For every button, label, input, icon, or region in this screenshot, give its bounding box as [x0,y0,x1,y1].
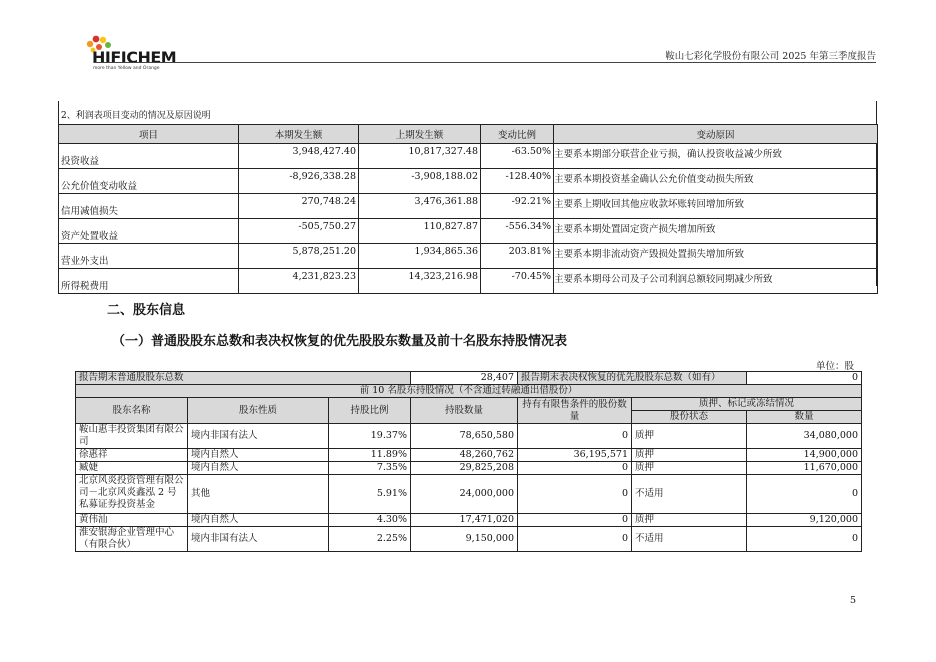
table-row [59,169,878,194]
hdr-ratio: 持股比例 [329,398,411,424]
shareholders-table [75,371,862,552]
cell-current: -8,926,338.28 [239,169,359,194]
cell-reason: 主要系本期非流动资产毁损处置损失增加所致 [554,244,878,269]
col-item: 项目 [59,125,239,144]
cell-change: 203.81% [481,244,554,269]
cell-nature: 境内自然人 [188,514,329,527]
col-change: 变动比例 [481,125,554,144]
cell-item: 营业外支出 [59,244,239,269]
table-row [59,194,878,219]
cell-pledged: 34,080,000 [747,424,862,449]
cell-qty: 17,471,020 [411,514,518,527]
cell-reason: 主要系上期收回其他应收款坏账转回增加所致 [554,194,878,219]
logo-wordmark: HIFICHEM [92,48,177,67]
cell-name: 黄伟汕 [76,514,188,527]
cell-nature: 境内自然人 [188,462,329,475]
cell-qty: 9,150,000 [411,527,518,552]
cell-qty: 78,650,580 [411,424,518,449]
cell-current: -505,750.27 [239,219,359,244]
cell-status: 质押 [632,424,747,449]
cell-current: 5,878,251.20 [239,244,359,269]
cell-nature: 境内自然人 [188,449,329,462]
cell-item: 资产处置收益 [59,219,239,244]
cell-qty: 48,260,762 [411,449,518,462]
cell-ratio: 19.37% [329,424,411,449]
cell-reason: 主要系本期投资基金确认公允价值变动损失所致 [554,169,878,194]
cell-restricted: 0 [518,462,632,475]
hdr-pledge-group: 质押、标记或冻结情况 [632,398,862,411]
cell-previous: 10,817,327.48 [359,144,481,169]
cell-restricted: 36,195,571 [518,449,632,462]
subsection-title: （一）普通股股东总数和表决权恢复的优先股股东数量及前十名股东持股情况表 [112,334,568,349]
cell-name: 淮安银海企业管理中心（有限合伙） [76,527,188,552]
hdr-restricted: 持有有限售条件的股份数量 [518,398,632,424]
header-row-1 [76,398,862,411]
table-row [76,424,862,449]
cell-nature: 其他 [188,475,329,514]
cell-item: 信用减值损失 [59,194,239,219]
table-row [76,462,862,475]
pref-holders-value: 0 [747,372,862,385]
hdr-pledge-qty: 数量 [747,411,862,424]
cell-ratio: 4.30% [329,514,411,527]
cell-pledged: 0 [747,475,862,514]
cell-pledged: 11,670,000 [747,462,862,475]
income-table-caption: 2、利润表项目变动的情况及原因说明 [61,111,211,121]
table-row [59,144,878,169]
cell-status: 不适用 [632,527,747,552]
cell-previous: 3,476,361.88 [359,194,481,219]
total-holders-label: 报告期末普通股股东总数 [76,372,411,385]
cell-item: 所得税费用 [59,269,239,294]
cell-nature: 境内非国有法人 [188,424,329,449]
table-row [76,449,862,462]
header-rule [180,62,876,63]
table-row [76,475,862,514]
cell-restricted: 0 [518,475,632,514]
table-row [59,269,878,294]
report-title: 鞍山七彩化学股份有限公司 2025 年第三季度报告 [665,51,876,62]
income-changes-table [58,124,878,294]
cell-current: 3,948,427.40 [239,144,359,169]
cell-status: 质押 [632,514,747,527]
table-row [76,514,862,527]
cell-reason: 主要系本期部分联营企业亏损，确认投资收益减少所致 [554,144,878,169]
cell-change: -556.34% [481,219,554,244]
cell-ratio: 7.35% [329,462,411,475]
income-changes-section [58,101,877,292]
cell-name: 北京风炎投资管理有限公司－北京风炎鑫泓 2 号私募证券投资基金 [76,475,188,514]
hdr-name: 股东名称 [76,398,188,424]
hdr-qty: 持股数量 [411,398,518,424]
cell-status: 质押 [632,449,747,462]
logo-tagline: more than Yellow and Orange [93,66,160,71]
cell-reason: 主要系本期母公司及子公司利润总额较同期减少所致 [554,269,878,294]
table-row [59,219,878,244]
cell-pledged: 9,120,000 [747,514,862,527]
cell-item: 公允价值变动收益 [59,169,239,194]
hdr-pledge-status: 股份状态 [632,411,747,424]
cell-change: -92.21% [481,194,554,219]
cell-restricted: 0 [518,527,632,552]
header-rule-left [94,62,184,63]
cell-change: -128.40% [481,169,554,194]
cell-ratio: 11.89% [329,449,411,462]
unit-label: 单位：股 [815,361,854,372]
page-number: 5 [849,595,856,606]
cell-previous: 14,323,216.98 [359,269,481,294]
hdr-nature: 股东性质 [188,398,329,424]
cell-ratio: 5.91% [329,475,411,514]
cell-pledged: 0 [747,527,862,552]
cell-status: 不适用 [632,475,747,514]
cell-name: 臧婕 [76,462,188,475]
cell-previous: 1,934,865.36 [359,244,481,269]
cell-nature: 境内非国有法人 [188,527,329,552]
section-title: 二、股东信息 [107,303,186,318]
cell-restricted: 0 [518,514,632,527]
cell-qty: 29,825,208 [411,462,518,475]
cell-item: 投资收益 [59,144,239,169]
col-previous: 上期发生额 [359,125,481,144]
cell-qty: 24,000,000 [411,475,518,514]
cell-status: 质押 [632,462,747,475]
top10-caption-row [76,385,862,398]
pref-holders-label: 报告期末表决权恢复的优先股股东总数（如有） [518,372,747,385]
cell-previous: -3,908,188.02 [359,169,481,194]
cell-change: -63.50% [481,144,554,169]
cell-pledged: 14,900,000 [747,449,862,462]
cell-current: 270,748.24 [239,194,359,219]
cell-name: 鞍山惠丰投资集团有限公司 [76,424,188,449]
total-holders-value: 28,407 [411,372,518,385]
col-reason: 变动原因 [554,125,878,144]
table-row [76,527,862,552]
cell-current: 4,231,823.23 [239,269,359,294]
top10-caption: 前 10 名股东持股情况（不含通过转融通出借股份） [76,385,862,398]
table-row [59,244,878,269]
company-logo [80,34,180,74]
col-current: 本期发生额 [239,125,359,144]
table-header-row [59,125,878,144]
cell-ratio: 2.25% [329,527,411,552]
cell-change: -70.45% [481,269,554,294]
cell-name: 徐惠祥 [76,449,188,462]
cell-restricted: 0 [518,424,632,449]
total-holders-row [76,372,862,385]
cell-reason: 主要系本期处置固定资产损失增加所致 [554,219,878,244]
cell-previous: 110,827.87 [359,219,481,244]
